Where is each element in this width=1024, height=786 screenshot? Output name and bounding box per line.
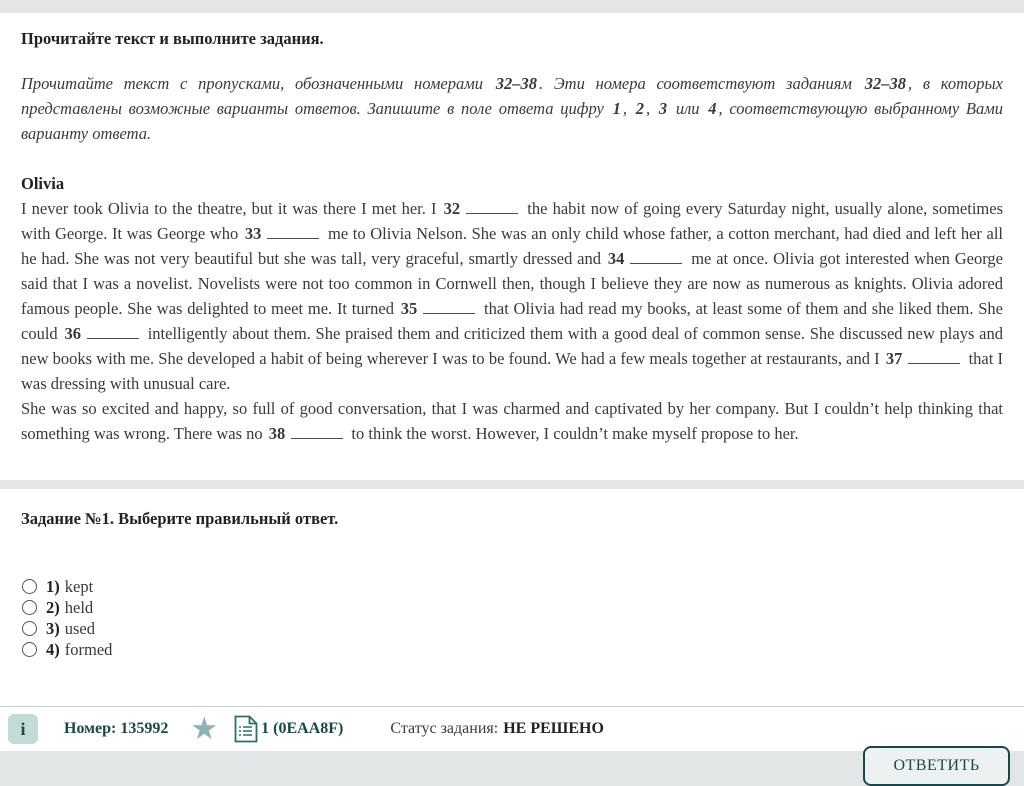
answer-blank: [87, 324, 139, 339]
radio-button-2[interactable]: [22, 600, 37, 615]
star-icon[interactable]: ★: [190, 711, 219, 746]
info-icon[interactable]: i: [8, 714, 38, 744]
section-divider: [0, 480, 1024, 489]
instructions-text: Прочитайте текст с пропусками, обозначенными номерами 32–38 . Эти номера соответствуют заданиям 32–38 , в которых представлены возможные варианты ответов. Запишите в поле ответа цифру 1 , 2 , 3 или 4 , соответствующую выбранному Вами варианту ответа.: [21, 74, 1004, 143]
reading-paragraph-2: She was so excited and happy, so full of good conversation, that I was charmed and captivated by her company. But I couldn’t help thinking that something was wrong. There was no 38 to think the worst. However, I couldn’t make myself propose to her.: [21, 399, 1003, 443]
option-label: formed: [64, 639, 113, 659]
option-number: 4): [46, 639, 60, 659]
answer-option-2[interactable]: [21, 597, 1003, 618]
option-number: 3): [46, 618, 60, 638]
task-section: [0, 489, 1024, 706]
footer-bar: [0, 706, 1024, 751]
page-title: Прочитайте текст и выполните задания.: [21, 29, 324, 48]
status-value: НЕ РЕШЕНО: [503, 720, 604, 737]
answer-option-3[interactable]: [21, 618, 1003, 639]
radio-button-3[interactable]: [22, 621, 37, 636]
answer-blank: [291, 424, 343, 439]
answer-blank: [908, 349, 960, 364]
option-label: used: [64, 618, 95, 638]
status-label: Статус задания:: [390, 720, 499, 737]
option-label: held: [64, 597, 94, 617]
answer-button[interactable]: ОТВЕТИТЬ: [863, 746, 1010, 786]
task-number: Номер: 135992: [64, 720, 169, 737]
task-title: Задание №1. Выберите правильный ответ.: [21, 509, 339, 528]
answer-option-1[interactable]: [21, 576, 1003, 597]
answer-blank: [630, 249, 682, 264]
reading-paragraph-1: I never took Olivia to the theatre, but it was there I met her. I 32 the habit now of going every Saturday night, usually alone, sometimes with George. It was George who 33 me to Olivia Nelson. She was an only child whose father, a cotton merchant, had died and left her all he had. She was not very beautiful but she was tall, very graceful, smartly dressed and 34 me at once. Olivia got interested when George said that I was a novelist. Novelists were not too common in Cornwell then, though I believe they are now as numerous as knights. Olivia adored famous people. She was delighted to meet me. It turned 35 that Olivia had read my books, at least some of them and she liked them. She could 36 intelligently about them. She praised them and criticized them with a good deal of common sense. She discussed new plays and new books with me. She developed a habit of being wherever I was to be found. We had a few meals together at restaurants, and I 37 that I was dressing with unusual care.: [21, 199, 1004, 393]
answer-blank: [466, 199, 518, 214]
doc-label[interactable]: 1 (0EAA8F): [261, 720, 344, 737]
reading-section: [0, 13, 1024, 480]
radio-button-4[interactable]: [22, 642, 37, 657]
option-number: 2): [46, 597, 60, 617]
answer-options: [21, 576, 1003, 660]
text-title: Olivia: [21, 174, 65, 193]
radio-button-1[interactable]: [22, 579, 37, 594]
task-status: [390, 720, 604, 738]
answer-option-4[interactable]: [21, 639, 1003, 660]
answer-blank: [267, 224, 319, 239]
answer-blank: [423, 299, 475, 314]
option-number: 1): [46, 576, 60, 596]
document-icon[interactable]: [234, 715, 258, 743]
option-label: kept: [64, 576, 94, 596]
